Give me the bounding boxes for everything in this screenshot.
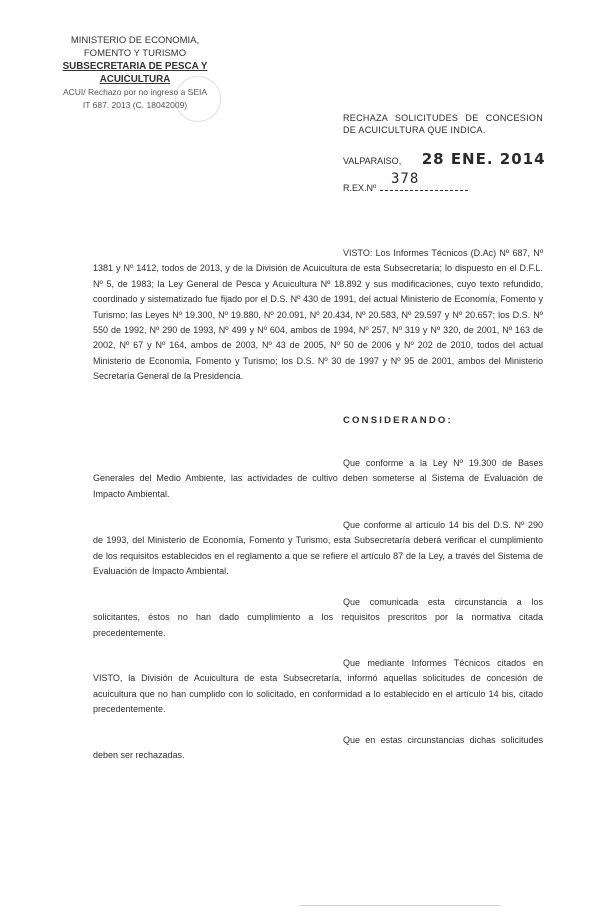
- document-subject: RECHAZA SOLICITUDES DE CONCESION DE ACUICULTURA QUE INDICA.: [343, 113, 543, 135]
- reference-line-2: IT 687. 2013 (C. 18042009): [82, 100, 188, 110]
- date-line: [343, 150, 573, 168]
- visto-paragraph: VISTO: Los Informes Técnicos (D.Ac) Nº 687, Nº 1381 y Nº 1412, todos de 2013, y de la División de Acuicultura de esta Subsecretaría; lo dispuesto en el D.F.L. Nº 5, de 1983; la Ley General de Pesca y Acuicultura Nº 18.892 y sus modificaciones, cuyo texto refundido, coordinado y sistematizado fue fijado por el D.S. Nº 430 de 1991, del actual Ministerio de Economía, Fomento y Turismo; las Leyes Nº 19.300, Nº 19.880, Nº 20.091, Nº 20.434, Nº 20.583, Nº 29.597 y Nº 20.657; los D.S. Nº 550 de 1992, Nº 290 de 1993, Nº 499 y Nº 604, ambos de 1994, Nº 257, Nº 319 y Nº 320, de 2001, Nº 163 de 2002, Nº 67 y Nº 164, ambos de 2003, Nº 43 de 2005, Nº 50 de 2006 y Nº 202 de 2010, todos del actual Ministerio de Economía, Fomento y Turismo; los D.S. Nº 30 de 1997 y Nº 95 de 2001, ambos del Ministerio Secretaría General de la Presidencia.: [93, 248, 543, 382]
- considerando-paragraph-1: Que conforme a la Ley Nº 19.300 de Bases Generales del Medio Ambiente, las actividades de cultivo deben someterse al Sistema de Evaluación de Impacto Ambiental.: [93, 458, 543, 499]
- considerando-paragraph-2: Que conforme al artículo 14 bis del D.S. Nº 290 de 1993, del Ministerio de Economía, Fomento y Turismo, esta Subsecretaría deberá verificar el cumplimiento de los requisitos establecidos en el reglamento a que se refiere el artículo 87 de la Ley, a través del Sistema de Evaluación de Impacto Ambiental.: [93, 520, 543, 577]
- ministry-line-2: FOMENTO Y TURISMO: [83, 48, 187, 59]
- resolution-label: R.EX.Nº: [343, 183, 377, 193]
- considerando-heading: CONSIDERANDO:: [343, 415, 453, 426]
- page-bottom-scan-mark: [300, 905, 500, 912]
- faint-stamp-mark: [175, 76, 221, 122]
- resolution-number-line: [343, 171, 543, 193]
- considerando-paragraph-5: Que en estas circunstancias dichas solicitudes deben ser rechazadas.: [93, 735, 543, 761]
- considerando-paragraph-4: Que mediante Informes Técnicos citados en VISTO, la División de Acuicultura de esta Subsecretaría, informó aquellas solicitudes de concesión de acuicultura que no han cumplido con lo solicitado, en conformidad a lo establecido en el artículo 14 bis, citado precedentemente.: [93, 658, 543, 715]
- reference-line-1: ACUI/ Rechazo por no ingreso a SEIA: [62, 87, 208, 97]
- date-value: 28 ENE. 2014: [421, 150, 546, 168]
- resolution-number: 378: [391, 171, 420, 187]
- resolution-underline: [380, 190, 468, 191]
- ministry-line-1: MINISTERIO DE ECONOMIA,: [70, 35, 200, 46]
- date-label: VALPARAISO,: [343, 156, 402, 166]
- subsecretaria-name: SUBSECRETARIA DE PESCA Y ACUICULTURA: [62, 61, 208, 85]
- considerando-paragraph-3: Que comunicada esta circunstancia a los solicitantes, éstos no han dado cumplimiento a los requisitos prescritos por la normativa citada precedentemente.: [93, 597, 543, 638]
